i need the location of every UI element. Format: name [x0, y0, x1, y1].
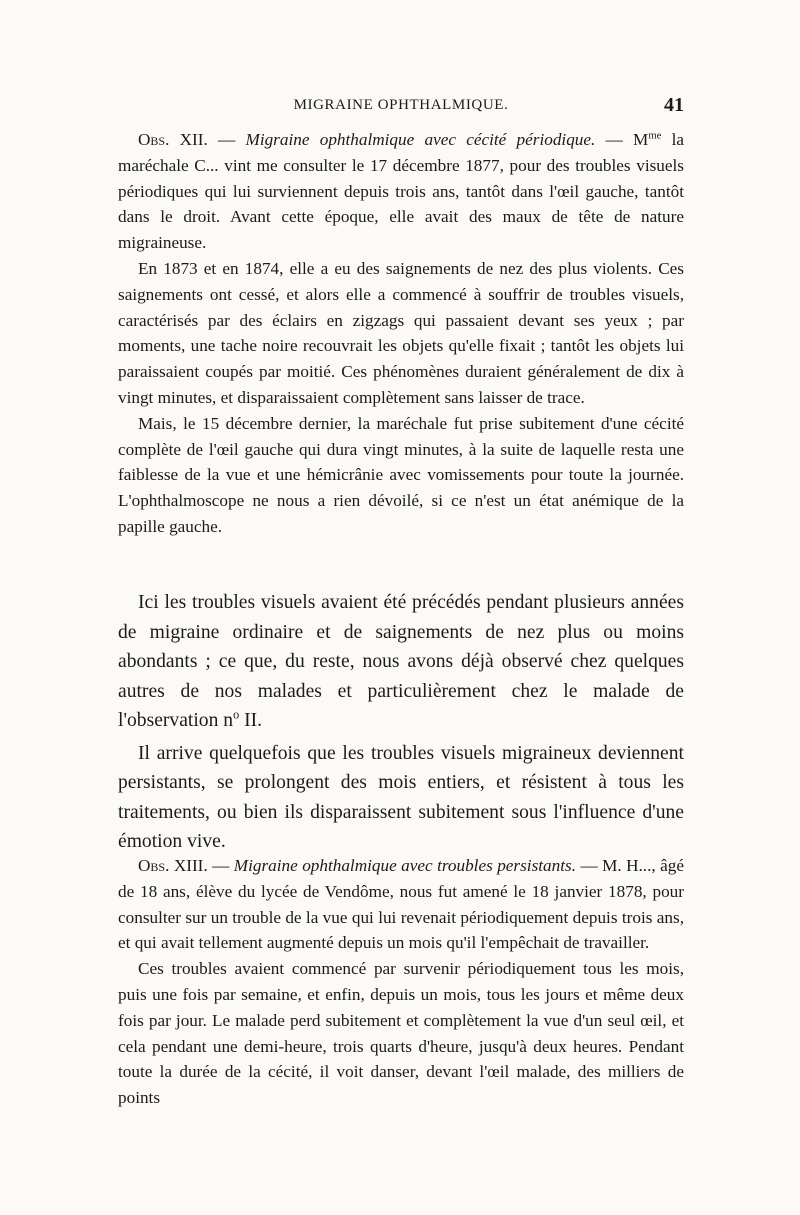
observation-intro-dash: — M	[595, 130, 649, 149]
observation-label: Obs. XIII. —	[138, 856, 234, 875]
commentary-paragraph-1-text: Ici les troubles visuels avaient été précédés pendant plusieurs années de migraine ordinaire et de saignements de nez plus ou moins abondants ; ce que, du reste, nous avons déjà observé chez quelques autres de nos malades et particulièrement chez le malade de l'observation n	[118, 592, 684, 731]
commentary-paragraph-2: Il arrive quelquefois que les troubles visuels migraineux deviennent persistants, se prolongent des mois entiers, et résistent à tous les traitements, ou bien ils disparaissent subitement sous l'influence d'une émotion vive.	[118, 742, 684, 852]
observation-xii-intro	[118, 127, 684, 256]
observation-xiii-paragraph-2: Ces troubles avaient commencé par survenir périodiquement tous les mois, puis une fois par semaine, et enfin, depuis un mois, tous les jours et même deux fois par jour. Le malade perd subitement et complètement la vue d'un seul œil, et cela pendant une demi-heure, trois quarts d'heure, jusqu'à deux heures. Pendant toute la durée de la cécité, il voit danser, devant l'œil malade, des milliers de points	[118, 959, 684, 1108]
page-header	[118, 94, 684, 119]
observation-xii	[118, 127, 684, 540]
observation-xiii-intro	[118, 853, 684, 956]
commentary-paragraph-1-end: II.	[239, 710, 263, 731]
observation-xiii	[118, 853, 684, 1111]
observation-title: Migraine ophthalmique avec troubles persistants.	[233, 856, 576, 875]
observation-label: Obs. XII. —	[138, 130, 246, 149]
observation-xii-paragraph-3: Mais, le 15 décembre dernier, la maréchale fut prise subitement d'une cécité complète de l'œil gauche qui dura vingt minutes, à la suite de laquelle resta une faiblesse de la vue et une hémicrânie avec vomissements pour toute la journée. L'ophthalmoscope ne nous a rien dévoilé, si ce n'est un état anémique de la papille gauche.	[118, 413, 684, 536]
page-number: 41	[664, 94, 684, 116]
observation-intro-text: — M. H..., âgé de 18 ans, élève du lycée de Vendôme, nous fut amené le 18 janvier 1878, pour consulter sur un trouble de la vue qui lui revenait périodiquement depuis trois ans, et qui avait tellement augmenté depuis un mois qu'il l'empêchait de travailler.	[118, 856, 684, 953]
numero-superscript: o	[233, 707, 240, 722]
mme-superscript: me	[648, 130, 662, 142]
running-title: MIGRAINE OPHTHALMIQUE.	[293, 97, 509, 113]
observation-xii-paragraph-2: En 1873 et en 1874, elle a eu des saignements de nez des plus violents. Ces saignements ont cessé, et alors elle a commencé à souffrir de troubles visuels, caractérisés par des éclairs en zigzags qui passaient devant ses yeux ; par moments, une tache noire recouvrait les objets qu'elle fixait ; tantôt les objets lui paraissaient coupés par moitié. Ces phénomènes duraient généralement de dix à vingt minutes, et disparaissaient complètement sans laisser de trace.	[118, 258, 684, 407]
commentary	[118, 588, 684, 857]
commentary-paragraph-1	[118, 588, 684, 736]
observation-title: Migraine ophthalmique avec cécité périodique.	[245, 130, 596, 149]
observation-intro-text: la maréchale C... vint me consulter le 17 décembre 1877, pour des troubles visuels périodiques qui lui surviennent depuis trois ans, tantôt dans l'œil gauche, tantôt dans le droit. Avant cette époque, elle avait des maux de tête de nature migraineuse.	[118, 130, 685, 253]
